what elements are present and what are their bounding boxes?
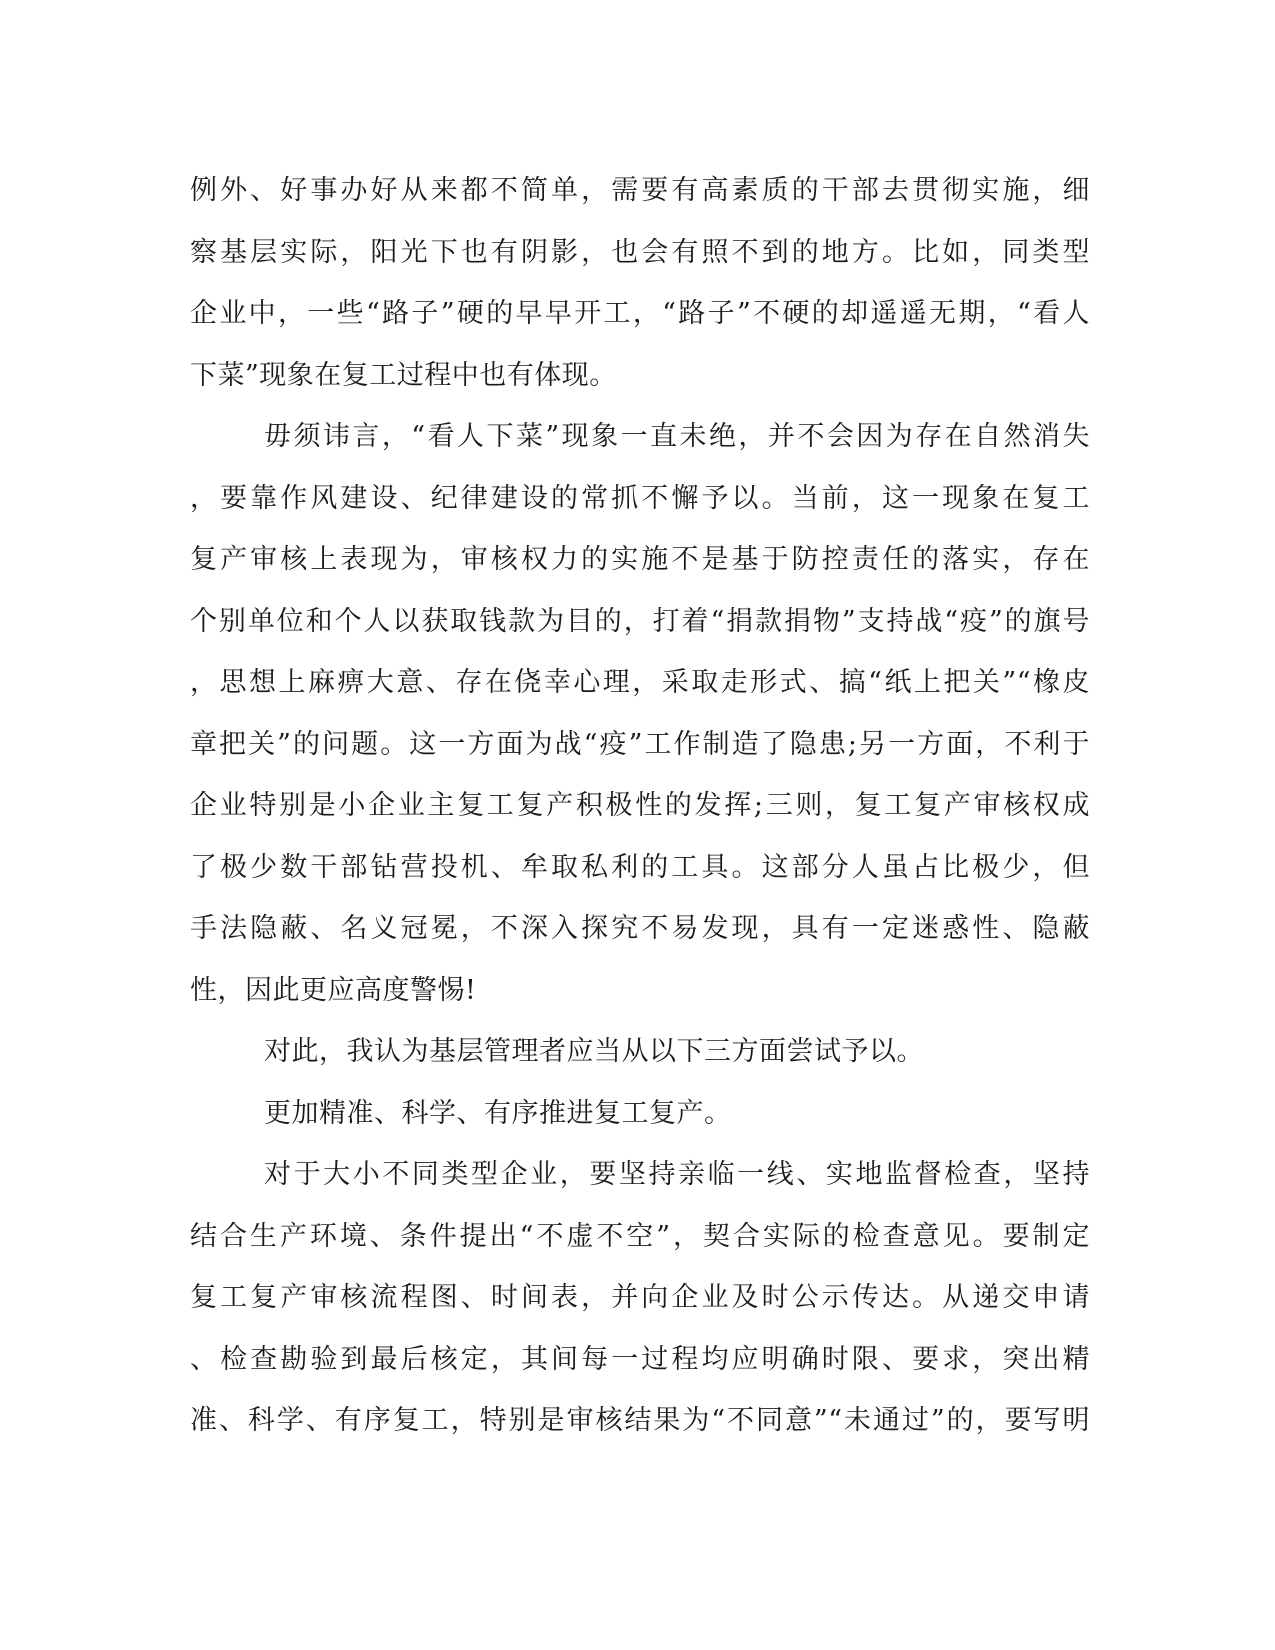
paragraph-start-line: 对于大小不同类型企业，要坚持亲临一线、实地监督检查，坚持 (264, 1159, 1090, 1190)
text-line: 性，因此更应高度警惕! (190, 974, 477, 1006)
paragraph-start-line: 对此，我认为基层管理者应当从以下三方面尝试予以。 (264, 1036, 924, 1067)
text-line: 例外、好事办好从来都不简单，需要有高素质的干部去贯彻实施，细 (190, 175, 1090, 206)
text-line: 企业特别是小企业主复工复产积极性的发挥;三则，复工复产审核权成 (190, 790, 1090, 821)
text-line: 、检查勘验到最后核定，其间每一过程均应明确时限、要求，突出精 (190, 1343, 1090, 1375)
text-line: 察基层实际，阳光下也有阴影，也会有照不到的地方。比如，同类型 (190, 236, 1090, 268)
text-line: 下菜”现象在复工过程中也有体现。 (190, 359, 617, 391)
text-line: 个别单位和个人以获取钱款为目的，打着“捐款捐物”支持战“疫”的旗号 (190, 605, 1090, 637)
text-line: 章把关”的问题。这一方面为战“疫”工作制造了隐患;另一方面，不利于 (190, 728, 1090, 760)
text-line: 了极少数干部钻营投机、牟取私利的工具。这部分人虽占比极少，但 (190, 851, 1090, 883)
text-line: 企业中，一些“路子”硬的早早开工，“路子”不硬的却遥遥无期，“看人 (190, 298, 1090, 329)
text-line: 复工复产审核流程图、时间表，并向企业及时公示传达。从递交申请 (190, 1282, 1090, 1313)
text-line: 结合生产环境、条件提出“不虚不空”，契合实际的检查意见。要制定 (190, 1220, 1090, 1252)
text-line: 复产审核上表现为，审核权力的实施不是基于防控责任的落实，存在 (190, 544, 1090, 575)
document-body (190, 160, 1090, 1452)
text-line: ，思想上麻痹大意、存在侥幸心理，采取走形式、搞“纸上把关”“橡皮 (190, 667, 1090, 698)
text-line: 手法隐蔽、名义冠冕，不深入探究不易发现，具有一定迷惑性、隐蔽 (190, 913, 1090, 944)
text-line: ，要靠作风建设、纪律建设的常抓不懈予以。当前，这一现象在复工 (190, 482, 1090, 514)
text-line: 准、科学、有序复工，特别是审核结果为“不同意”“未通过”的，要写明 (190, 1405, 1090, 1436)
paragraph-start-line: 毋须讳言，“看人下菜”现象一直未绝，并不会因为存在自然消失 (264, 421, 1090, 452)
section-heading-line: 更加精准、科学、有序推进复工复产。 (264, 1097, 732, 1129)
